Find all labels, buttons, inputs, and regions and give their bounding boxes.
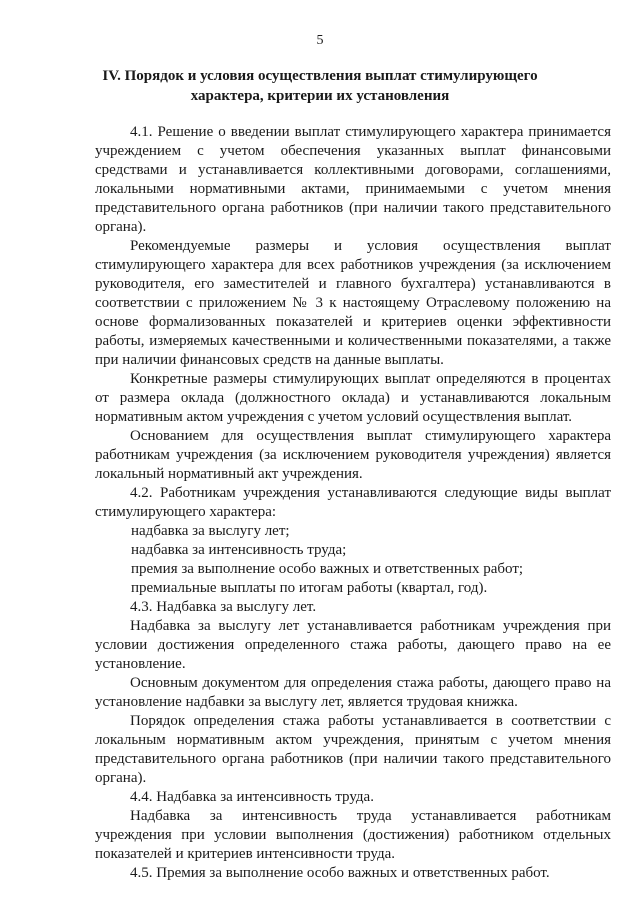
paragraph-4-3-2: Основным документом для определения стажа работы, дающего право на установление надбавки за выслугу лет, является трудовая книжка. bbox=[95, 675, 611, 710]
paragraph-specific-sizes: Конкретные размеры стимулирующих выплат определяются в процентах от размера оклада (должностного оклада) и устанавливаются локальным нормативным актом учреждения с учетом условий осуществления выплат. bbox=[95, 371, 611, 425]
paragraph-4-3-1: Надбавка за выслугу лет устанавливается работникам учреждения при условии достижения определенного стажа работы, дающего право на ее установление. bbox=[95, 618, 611, 672]
heading-4-3: 4.3. Надбавка за выслугу лет. bbox=[130, 599, 317, 615]
document-body bbox=[95, 123, 611, 883]
list-item: надбавка за выслугу лет; bbox=[131, 523, 290, 539]
list-item: надбавка за интенсивность труда; bbox=[131, 542, 347, 558]
paragraph-4-1: 4.1. Решение о введении выплат стимулирующего характера принимается учреждением с учетом обеспечения указанных выплат финансовыми средствами и устанавливается коллективными договорами, соглашениями, локальными нормативными актами, принимаемыми с учетом мнения представительного органа работников (при наличии такого представительного органа). bbox=[95, 124, 611, 235]
paragraph-4-2: 4.2. Работникам учреждения устанавливаются следующие виды выплат стимулирующего характера: bbox=[95, 485, 611, 520]
heading-4-4: 4.4. Надбавка за интенсивность труда. bbox=[130, 789, 374, 805]
page-number: 5 bbox=[316, 33, 324, 48]
paragraph-4-4-1: Надбавка за интенсивность труда устанавливается работникам учреждения при условии выполнения (достижения) работником отдельных показателей и критериев интенсивности труда. bbox=[95, 808, 611, 862]
paragraph-recommended-sizes: Рекомендуемые размеры и условия осуществления выплат стимулирующего характера для всех работников учреждения (за исключением руководителя, его заместителей и главного бухгалтера) устанавливаются в соответствии с приложением № 3 к настоящему Отраслевому положению на основе формализованных показателей и критериев оценки эффективности работы, измеряемых качественными и количественными показателями, а также при наличии финансовых средств на данные выплаты. bbox=[95, 238, 611, 368]
heading-4-5: 4.5. Премия за выполнение особо важных и ответственных работ. bbox=[130, 865, 550, 881]
list-item: премиальные выплаты по итогам работы (квартал, год). bbox=[131, 580, 488, 596]
section-title-line-2: характера, критерии их установления bbox=[190, 88, 450, 104]
section-title bbox=[100, 66, 540, 106]
section-title-line-1: IV. Порядок и условия осуществления выплат стимулирующего bbox=[102, 68, 538, 84]
list-item: премия за выполнение особо важных и ответственных работ; bbox=[131, 561, 524, 577]
paragraph-basis: Основанием для осуществления выплат стимулирующего характера работникам учреждения (за исключением руководителя учреждения) является локальный нормативный акт учреждения. bbox=[95, 428, 611, 482]
paragraph-4-3-3: Порядок определения стажа работы устанавливается в соответствии с локальным нормативным актом учреждения, принятым с учетом мнения представительного органа работников (при наличии такого представительного органа). bbox=[95, 713, 611, 786]
